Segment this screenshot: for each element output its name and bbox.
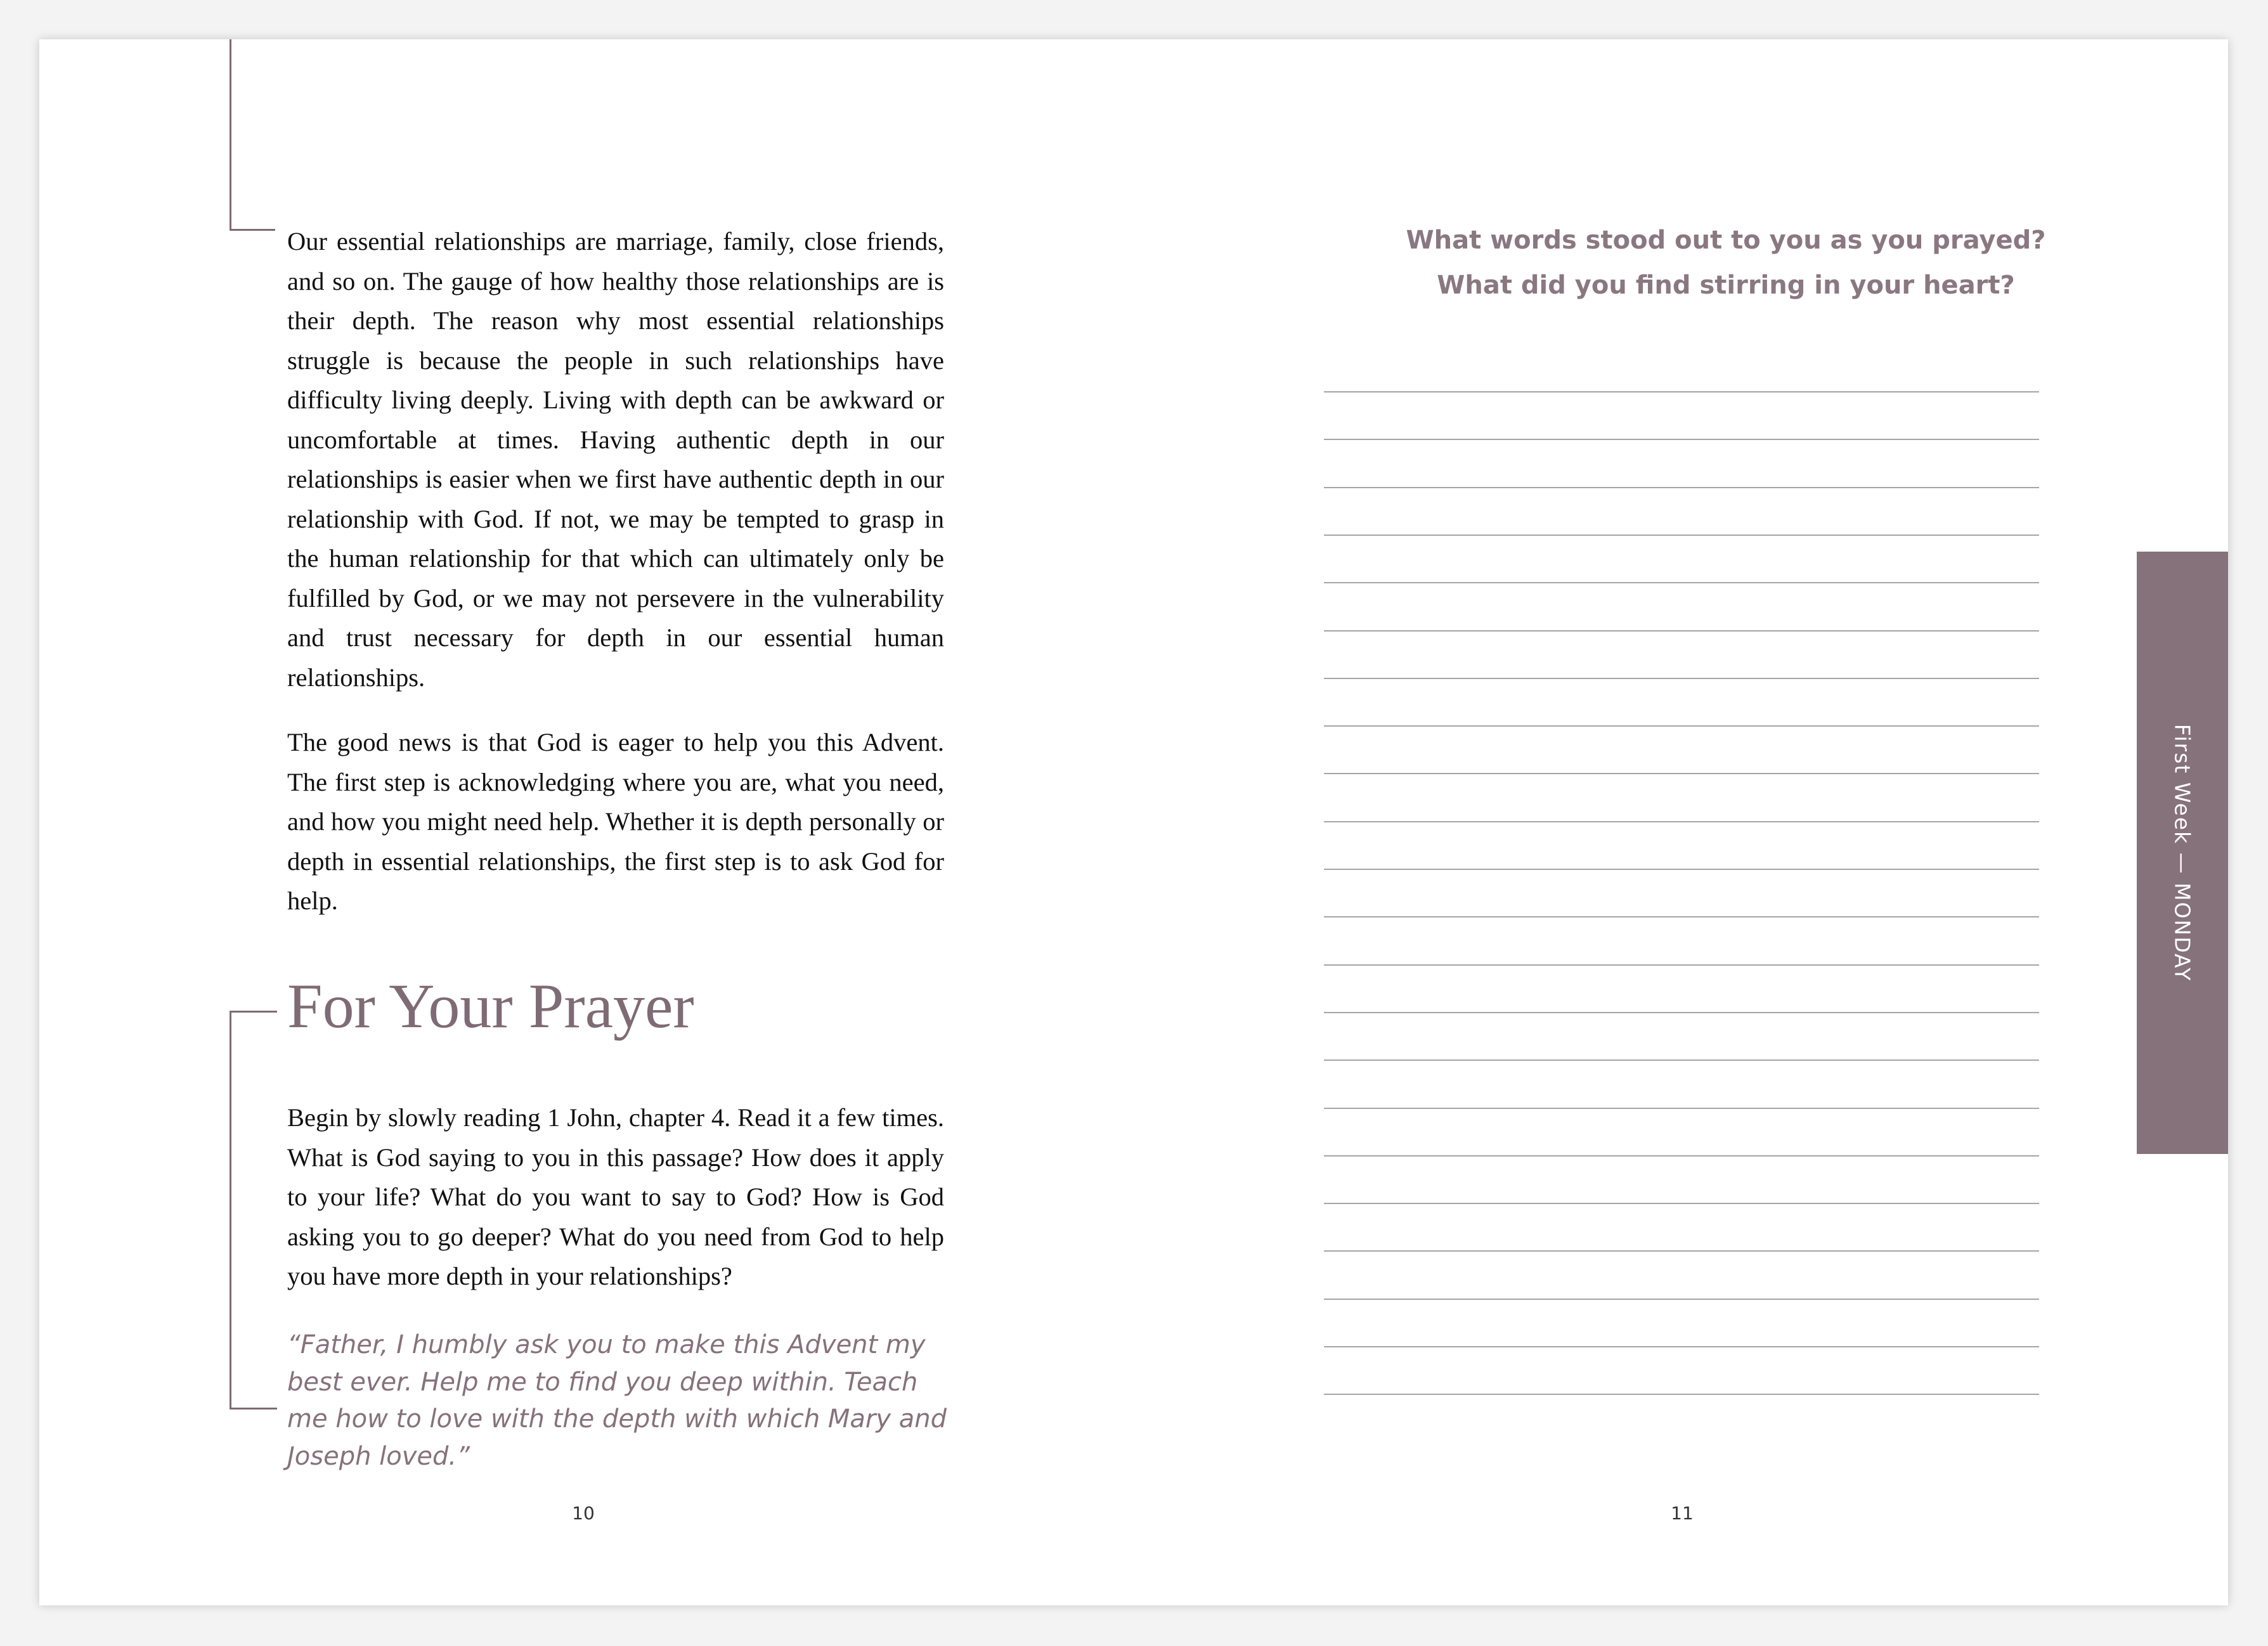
writing-line xyxy=(1324,1060,2039,1061)
writing-line xyxy=(1324,1299,2039,1300)
question-line-1: What words stood out to you as you prayed? xyxy=(1406,226,2046,255)
prayer-bracket-top xyxy=(230,1011,277,1013)
book-spread xyxy=(39,39,2228,1605)
writing-line xyxy=(1324,964,2039,966)
writing-line xyxy=(1324,916,2039,917)
writing-line xyxy=(1324,1250,2039,1252)
writing-line xyxy=(1324,439,2039,440)
writing-line xyxy=(1324,487,2039,488)
writing-line xyxy=(1324,1394,2039,1395)
writing-line xyxy=(1324,678,2039,679)
writing-line xyxy=(1324,535,2039,536)
writing-line xyxy=(1324,391,2039,392)
writing-line xyxy=(1324,1155,2039,1157)
body-paragraph-2: The good news is that God is eager to help you this Advent. The first step is acknowledging where you are, what you need, and how you might need help. Whether it is depth personally or depth in essential relationships, the first step is to ask God for help. xyxy=(287,728,944,915)
writing-line xyxy=(1324,630,2039,632)
writing-line xyxy=(1324,1346,2039,1347)
page-number-right: 11 xyxy=(1671,1503,1694,1524)
writing-line xyxy=(1324,821,2039,822)
writing-line xyxy=(1324,1012,2039,1013)
writing-line xyxy=(1324,1108,2039,1109)
prayer-instructions: Begin by slowly reading 1 John, chapter 4. Read it a few times. What is God saying to you in this passage? How does it apply to your life? What do you want to say to God? How is God asking you to go deeper? What do you need from God to help you have more depth in your relationships? xyxy=(287,1103,944,1290)
writing-line xyxy=(1324,582,2039,583)
page-number-left: 10 xyxy=(572,1503,595,1524)
top-bracket-horizontal xyxy=(230,229,275,231)
prayer-quote: “Father, I humbly ask you to make this Advent my best ever. Help me to find you deep within. Teach me how to love with the depth with which Mary and Joseph loved.” xyxy=(287,1330,947,1471)
reflection-question xyxy=(1307,218,2144,308)
top-bracket-vertical xyxy=(230,39,231,231)
writing-line xyxy=(1324,869,2039,870)
body-paragraph-1: Our essential relationships are marriage, family, close friends, and so on. The gauge of how healthy those relationships are is their depth. The reason why most essential relationships struggle is because the people in such relationships have difficulty living deeply. Living with depth can be awkward or uncomfortable at times. Having authentic depth in our relationships is easier when we first have authentic depth in our relationship with God. If not, we may be tempted to grasp in the human relationship for that which can ultimately only be fulfilled by God, or we may not persevere in the vulnerability and trust necessary for depth in our essential human relationships. xyxy=(287,227,944,692)
prayer-bracket-bottom xyxy=(230,1408,277,1409)
section-title: For Your Prayer xyxy=(287,971,694,1041)
prayer-bracket-vertical xyxy=(230,1011,231,1409)
writing-line xyxy=(1324,725,2039,727)
writing-line xyxy=(1324,1203,2039,1204)
writing-line xyxy=(1324,773,2039,774)
tab-label: First Week — MONDAY xyxy=(2170,723,2195,982)
week-day-tab xyxy=(2137,552,2228,1154)
question-line-2: What did you find stirring in your heart? xyxy=(1437,271,2015,300)
